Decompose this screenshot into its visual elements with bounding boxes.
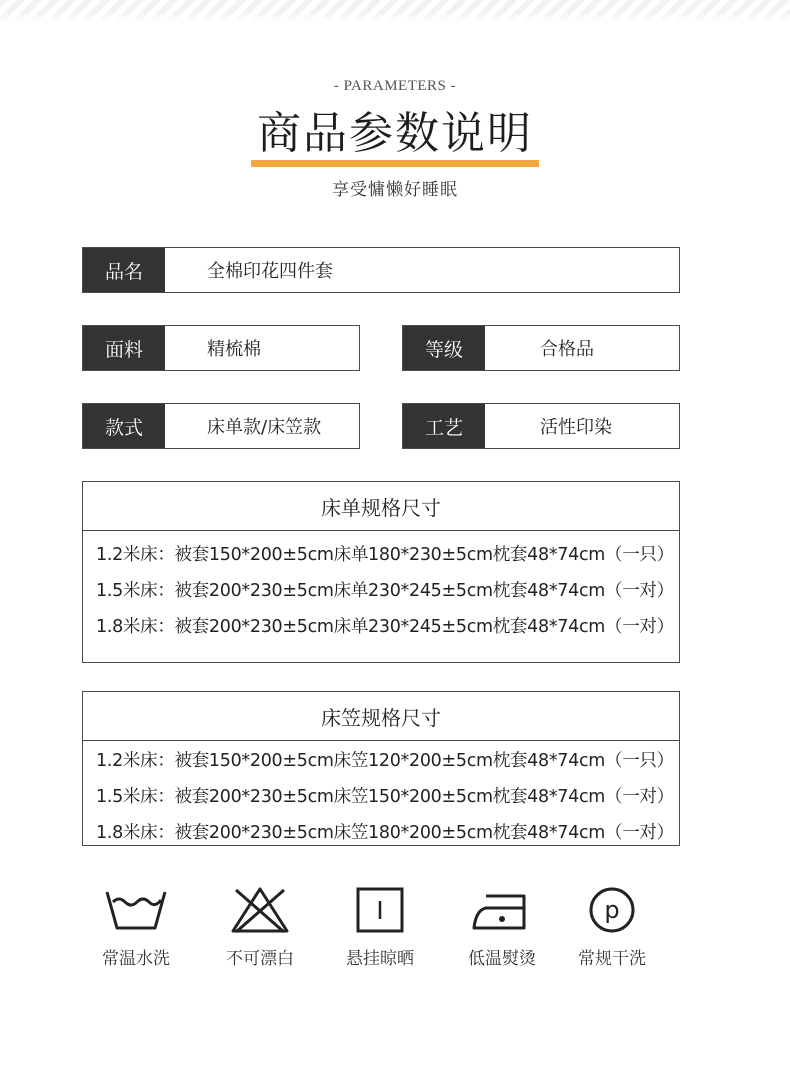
tagline: 享受慵懒好睡眠	[332, 180, 458, 200]
care-instructions	[82, 886, 680, 976]
top-decorative-pattern	[0, 0, 790, 22]
low-iron-icon	[470, 886, 534, 934]
care-item-hang-dry	[320, 886, 440, 969]
spec-row: 1.8米床：被套200*230±5cm床笠180*200±5cm枕套48*74cm（一对）	[96, 823, 674, 843]
page-header	[0, 78, 790, 200]
care-item-low-iron	[442, 886, 562, 969]
dry-clean-icon	[587, 886, 637, 934]
care-label: 低温熨烫	[468, 949, 536, 969]
param-label: 面料	[83, 326, 165, 370]
no-bleach-icon	[230, 886, 290, 934]
care-item-dry-clean	[552, 886, 672, 969]
param-row-grade	[402, 325, 680, 371]
care-label: 不可漂白	[226, 949, 294, 969]
spec-row: 1.8米床：被套200*230±5cm床单230*245±5cm枕套48*74cm（一对）	[96, 617, 674, 637]
fitted-spec-table	[82, 691, 680, 846]
spec-row: 1.5米床：被套200*230±5cm床单230*245±5cm枕套48*74cm（一对）	[96, 581, 674, 601]
param-value: 精梳棉	[207, 339, 261, 360]
spec-rows	[83, 531, 679, 645]
hang-dry-icon	[355, 886, 405, 934]
spec-title: 床笠规格尺寸	[83, 692, 679, 741]
param-label: 工艺	[403, 404, 485, 448]
param-value: 活性印染	[540, 417, 612, 438]
spec-title: 床单规格尺寸	[83, 482, 679, 531]
sheet-spec-table	[82, 481, 680, 663]
spec-row: 1.5米床：被套200*230±5cm床笠150*200±5cm枕套48*74cm（一对）	[96, 787, 674, 807]
param-label: 品名	[83, 248, 165, 292]
spec-row: 1.2米床：被套150*200±5cm床单180*230±5cm枕套48*74cm（一只）	[96, 545, 674, 565]
param-row-craft	[402, 403, 680, 449]
param-row-name	[82, 247, 680, 293]
page-title: 商品参数说明	[257, 108, 533, 159]
care-label: 常规干洗	[578, 949, 646, 969]
care-label: 悬挂晾晒	[346, 949, 414, 969]
param-value: 合格品	[540, 339, 594, 360]
title-wrap	[257, 109, 533, 159]
care-label: 常温水洗	[102, 949, 170, 969]
param-value: 床单款/床笠款	[207, 417, 322, 438]
care-item-no-bleach	[200, 886, 320, 969]
param-value: 全棉印花四件套	[207, 261, 333, 282]
care-item-wash	[76, 886, 196, 969]
spec-row: 1.2米床：被套150*200±5cm床笠120*200±5cm枕套48*74cm（一只）	[96, 751, 674, 771]
param-label: 等级	[403, 326, 485, 370]
english-subtitle: - PARAMETERS -	[333, 78, 457, 94]
param-label: 款式	[83, 404, 165, 448]
svg-text:p: p	[604, 896, 620, 924]
wash-tub-icon	[103, 886, 169, 934]
title-underline-bar	[251, 160, 539, 167]
param-row-style	[82, 403, 360, 449]
spec-rows	[83, 741, 679, 851]
param-row-fabric	[82, 325, 360, 371]
